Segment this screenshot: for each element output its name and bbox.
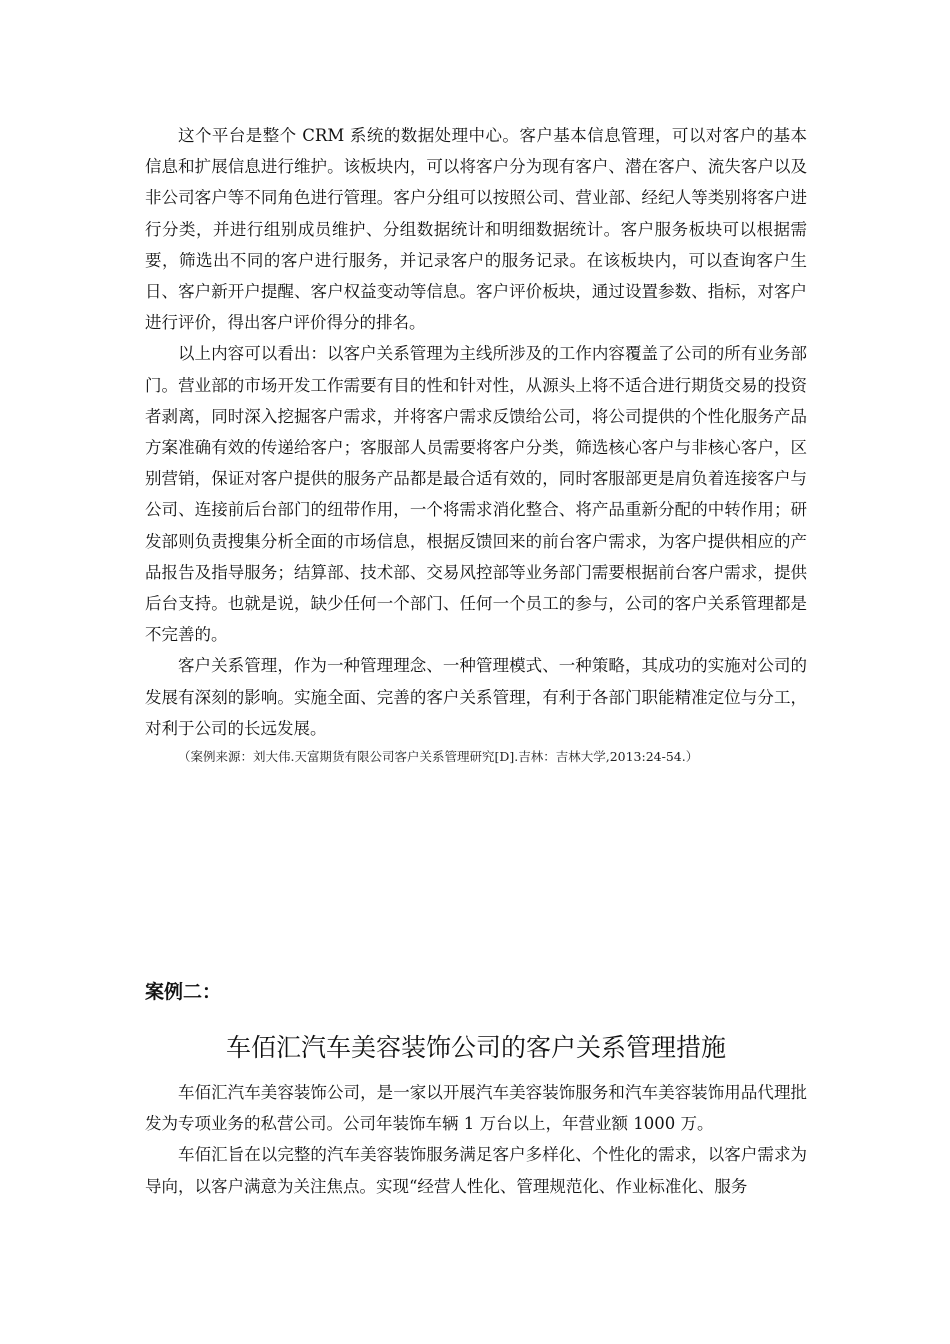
case2-body — [145, 1077, 807, 1202]
case-heading: 案例二： — [145, 981, 222, 1003]
body-paragraph: 以上内容可以看出：以客户关系管理为主线所涉及的工作内容覆盖了公司的所有业务部门。营业部的市场开发工作需要有目的性和针对性，从源头上将不适合进行期货交易的投资者剥离，同时深入挖掘客户需求，并将客户需求反馈给公司，将公司提供的个性化服务产品方案准确有效的传递给客户；客服部人员需要将客户分类，筛选核心客户与非核心客户，区别营销，保证对客户提供的服务产品都是最合适有效的，同时客服部更是肩负着连接客户与公司、连接前后台部门的纽带作用，一个将需求消化整合、将产品重新分配的中转作用；研发部则负责搜集分析全面的市场信息，根据反馈回来的前台客户需求，为客户提供相应的产品报告及指导服务；结算部、技术部、交易风控部等业务部门需要根据前台客户需求，提供后台支持。也就是说，缺少任何一个部门、任何一个员工的参与，公司的客户关系管理都是不完善的。 — [145, 344, 807, 645]
body-paragraph: 客户关系管理，作为一种管理理念、一种管理模式、一种策略，其成功的实施对公司的发展有深刻的影响。实施全面、完善的客户关系管理，有利于各部门职能精准定位与分工，对利于公司的长远发展。 — [145, 656, 807, 738]
body-paragraph: 车佰汇汽车美容装饰公司，是一家以开展汽车美容装饰服务和汽车美容装饰用品代理批发为专项业务的私营公司。公司年装饰车辆 1 万台以上，年营业额 1000 万。 — [145, 1083, 807, 1134]
body-paragraph: 这个平台是整个 CRM 系统的数据处理中心。客户基本信息管理，可以对客户的基本信息和扩展信息进行维护。该板块内，可以将客户分为现有客户、潜在客户、流失客户以及非公司客户等不同角色进行管理。客户分组可以按照公司、营业部、经纪人等类别将客户进行分类，并进行组别成员维护、分组数据统计和明细数据统计。客户服务板块可以根据需要，筛选出不同的客户进行服务，并记录客户的服务记录。在该板块内，可以查询客户生日、客户新开户提醒、客户权益变动等信息。客户评价板块，通过设置参数、指标，对客户进行评价，得出客户评价得分的排名。 — [145, 126, 807, 333]
body-paragraph: 车佰汇旨在以完整的汽车美容装饰服务满足客户多样化、个性化的需求，以客户需求为导向，以客户满意为关注焦点。实现“经营人性化、管理规范化、作业标准化、服务 — [145, 1145, 807, 1196]
case-source-citation: （案例来源：刘大伟.天富期货有限公司客户关系管理研究[D].吉林：吉林大学,2013:24-54.） — [178, 749, 699, 765]
case-title: 车佰汇汽车美容装饰公司的客户关系管理措施 — [225, 1033, 726, 1062]
section1-body — [145, 120, 807, 768]
